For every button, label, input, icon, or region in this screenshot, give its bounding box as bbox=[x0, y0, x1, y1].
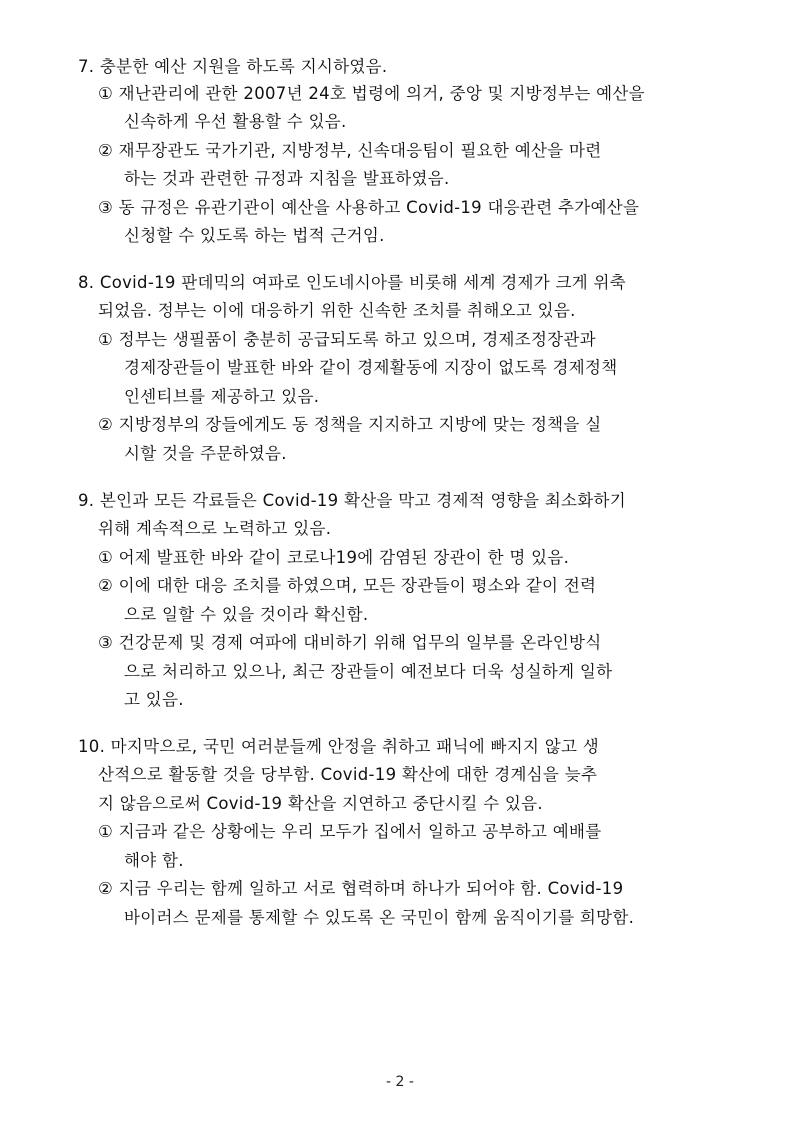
section-9-item-3-line-2: 으로 처리하고 있으나, 최근 장관들이 예전보다 더욱 성실하게 일하 bbox=[124, 662, 613, 681]
section-7-item-1-line-2: 신속하게 우선 활용할 수 있음. bbox=[124, 112, 347, 131]
section-10-item-2-line-1: ② 지금 우리는 함께 일하고 서로 협력하며 하나가 되어야 함. Covid-19 bbox=[98, 879, 624, 898]
section-10-heading-line-1: 10. 마지막으로, 국민 여러분들께 안정을 취하고 패닉에 빠지지 않고 생 bbox=[78, 737, 600, 756]
section-7-item-2-line-2: 하는 것과 관련한 규정과 지침을 발표하였음. bbox=[124, 169, 450, 188]
section-9-item-3-line-1: ③ 건강문제 및 경제 여파에 대비하기 위해 업무의 일부를 온라인방식 bbox=[98, 633, 602, 652]
section-10-item-1-line-1: ① 지금과 같은 상황에는 우리 모두가 집에서 일하고 공부하고 예배를 bbox=[98, 822, 602, 841]
page-number: - 2 - bbox=[386, 1074, 414, 1090]
section-10-item-1-line-2: 해야 함. bbox=[124, 851, 184, 870]
section-7-item-3-line-1: ③ 동 규정은 유관기관이 예산을 사용하고 Covid-19 대응관련 추가예산을 bbox=[98, 198, 640, 217]
section-10-heading-line-2: 산적으로 활동할 것을 당부함. Covid-19 확산에 대한 경계심을 늦추 bbox=[98, 765, 598, 784]
section-9-heading-line-2: 위해 계속적으로 노력하고 있음. bbox=[98, 519, 332, 538]
section-7-item-2-line-1: ② 재무장관도 국가기관, 지방정부, 신속대응팀이 필요한 예산을 마련 bbox=[98, 141, 602, 160]
section-10-heading-line-3: 지 않음으로써 Covid-19 확산을 지연하고 중단시킬 수 있음. bbox=[98, 794, 543, 813]
section-7-item-3-line-2: 신청할 수 있도록 하는 법적 근거임. bbox=[124, 226, 385, 245]
section-7-heading-line-1: 7. 충분한 예산 지원을 하도록 지시하였음. bbox=[78, 57, 388, 76]
section-9-item-1-line-1: ① 어제 발표한 바와 같이 코로나19에 감염된 장관이 한 명 있음. bbox=[98, 548, 570, 567]
section-8-item-1-line-2: 경제장관들이 발표한 바와 같이 경제활동에 지장이 없도록 경제정책 bbox=[124, 358, 618, 377]
section-8-item-2-line-2: 시할 것을 주문하였음. bbox=[124, 444, 287, 463]
section-10-item-2-line-2: 바이러스 문제를 통제할 수 있도록 온 국민이 함께 움직이기를 희망함. bbox=[124, 908, 635, 927]
section-9-item-2-line-2: 으로 일할 수 있을 것이라 확신함. bbox=[124, 605, 369, 624]
section-8-heading-line-1: 8. Covid-19 판데믹의 여파로 인도네시아를 비롯해 세계 경제가 크게 위축 bbox=[78, 273, 627, 292]
section-7-item-1-line-1: ① 재난관리에 관한 2007년 24호 법령에 의거, 중앙 및 지방정부는 예산을 bbox=[98, 84, 645, 103]
section-8-heading-line-2: 되었음. 정부는 이에 대응하기 위한 신속한 조치를 취해오고 있음. bbox=[98, 301, 576, 320]
section-8-item-1-line-1: ① 정부는 생필품이 충분히 공급되도록 하고 있으며, 경제조정장관과 bbox=[98, 330, 596, 349]
section-8-item-1-line-3: 인센티브를 제공하고 있음. bbox=[124, 387, 320, 406]
section-8-item-2-line-1: ② 지방정부의 장들에게도 동 정책을 지지하고 지방에 맞는 정책을 실 bbox=[98, 415, 602, 434]
section-9-item-2-line-1: ② 이에 대한 대응 조치를 하였으며, 모든 장관들이 평소와 같이 전력 bbox=[98, 576, 597, 595]
section-9-item-3-line-3: 고 있음. bbox=[124, 690, 184, 709]
section-9-heading-line-1: 9. 본인과 모든 각료들은 Covid-19 확산을 막고 경제적 영향을 최소화하기 bbox=[78, 491, 627, 510]
